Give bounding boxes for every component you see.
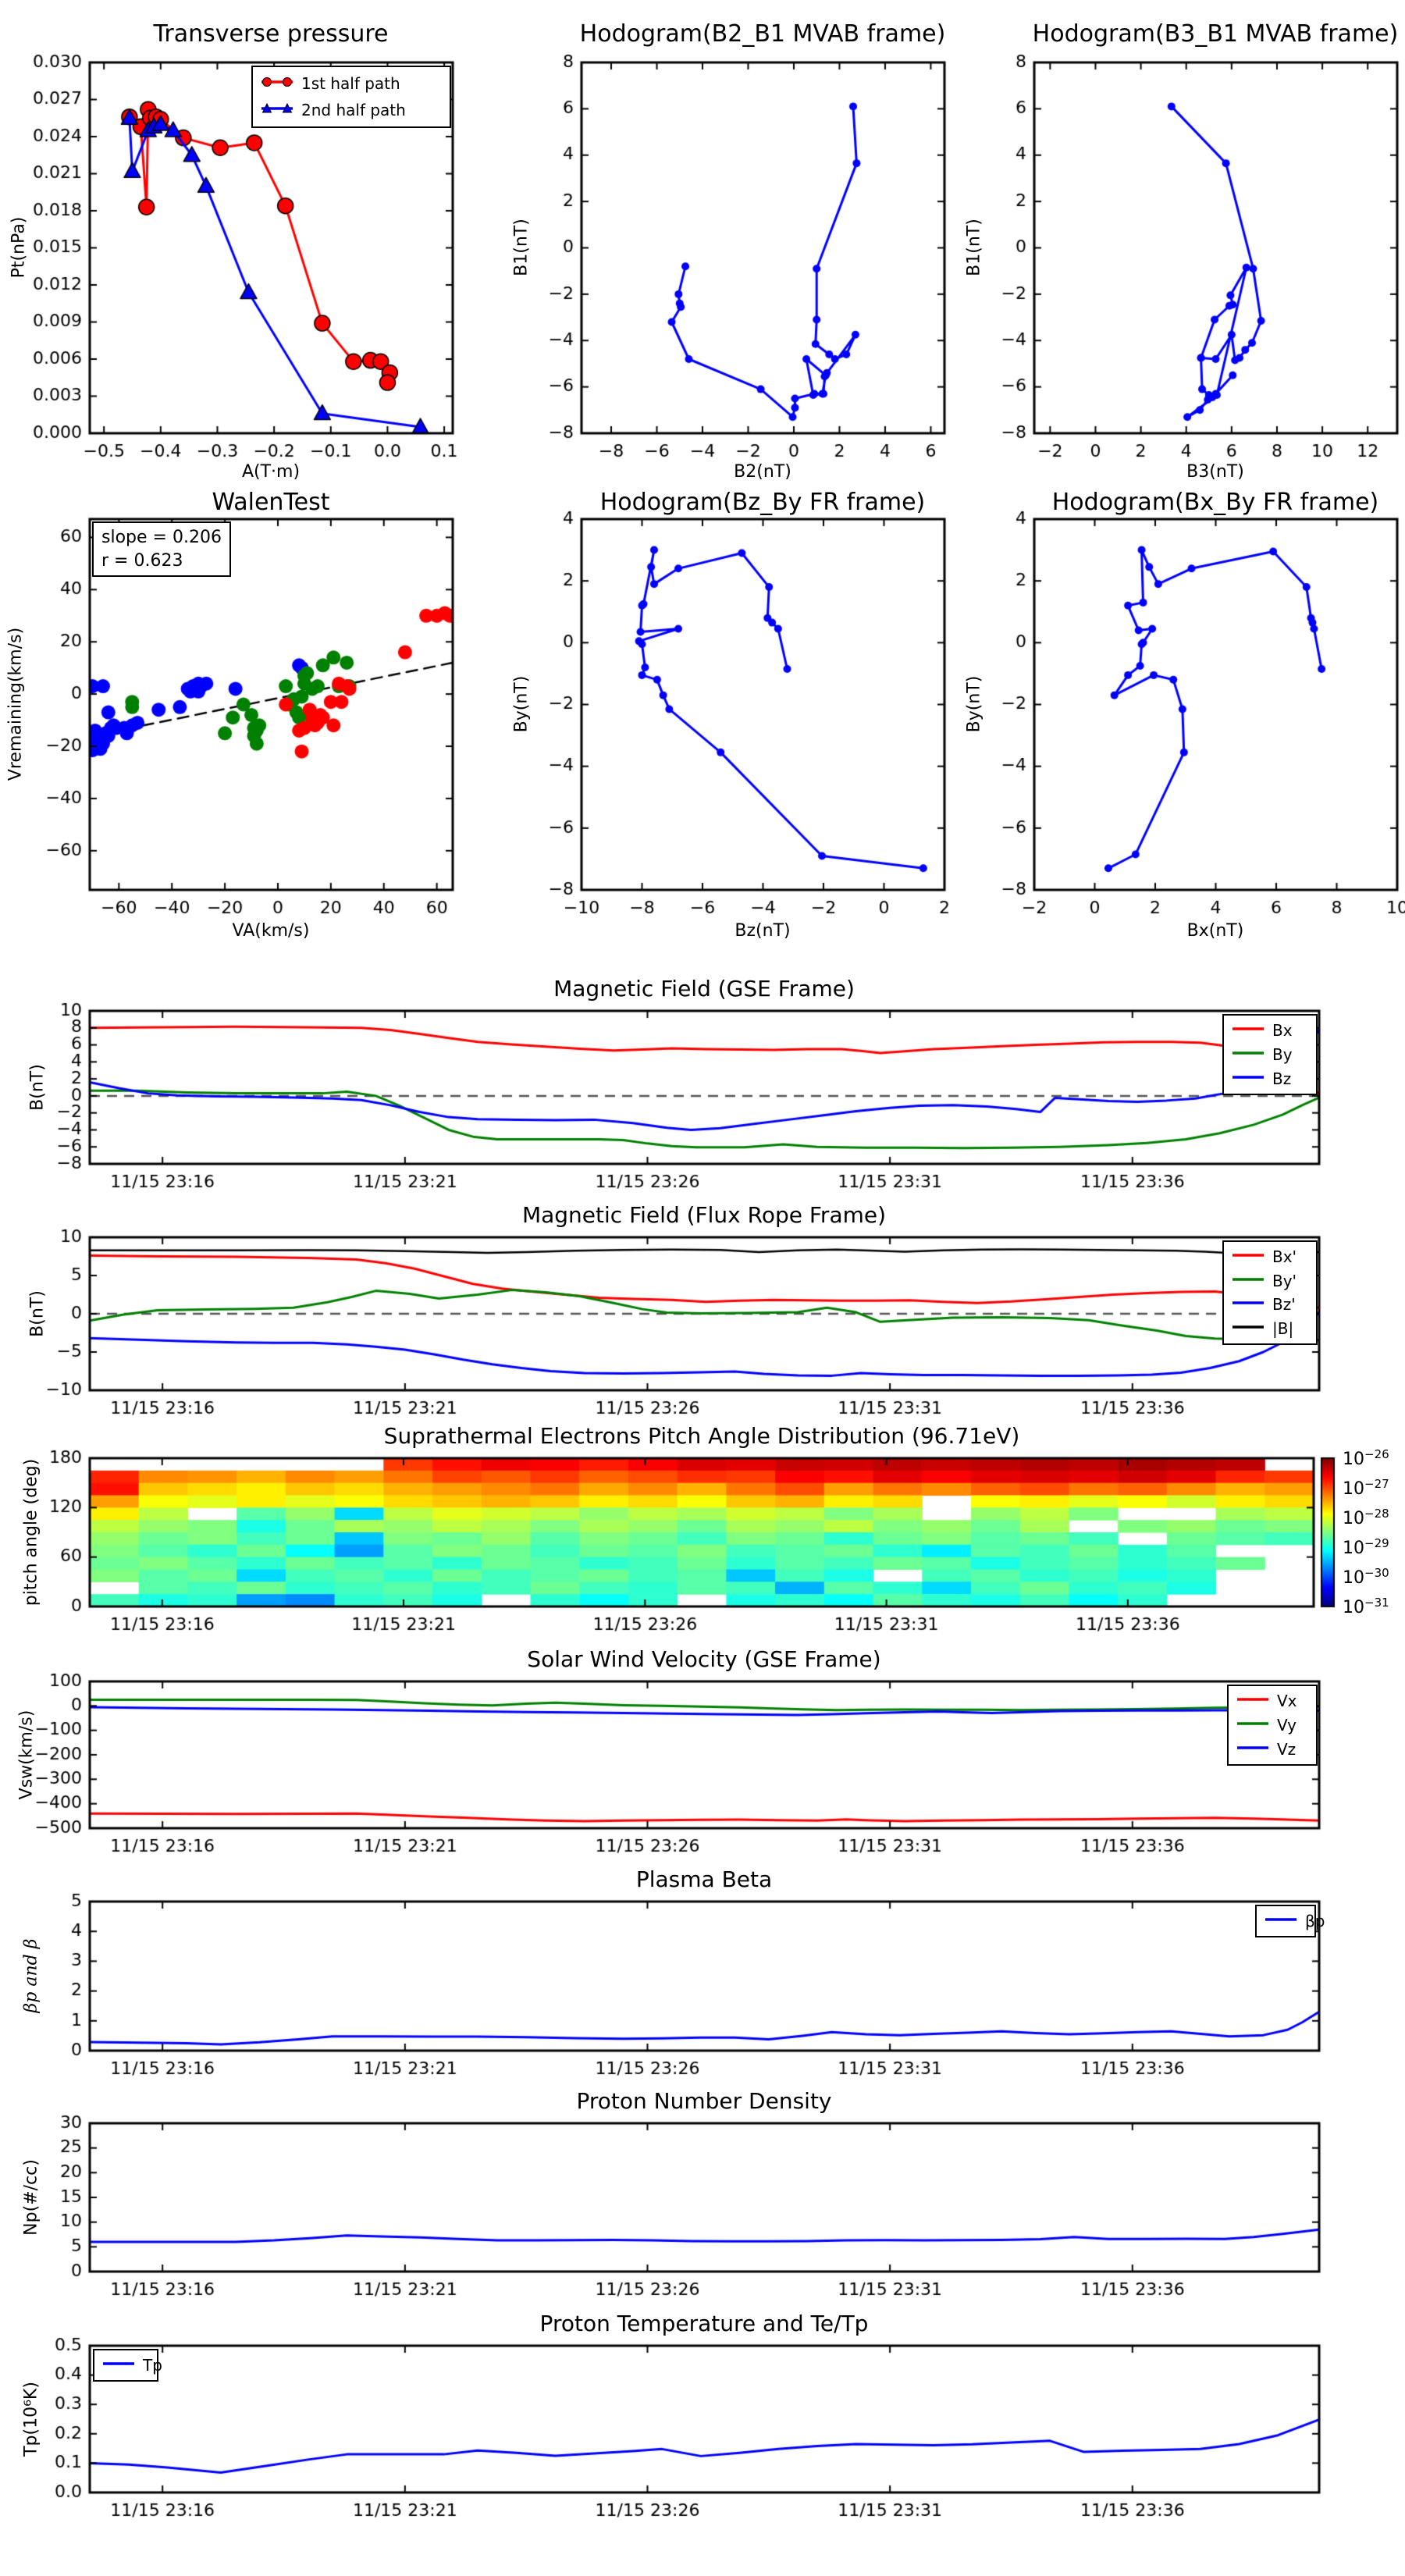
legend-label: Bz bbox=[1272, 1069, 1292, 1088]
panel-title-magnetic-field-fr: Magnetic Field (Flux Rope Frame) bbox=[521, 1202, 887, 1228]
panel-title-walen-test: WalenTest bbox=[212, 489, 330, 516]
colorbar-tick-label: $10^{-31}$ bbox=[1343, 1595, 1389, 1618]
legend-entry bbox=[1263, 1912, 1325, 1930]
legend-entry bbox=[1230, 1045, 1310, 1064]
x-axis-label-va: VA(km/s) bbox=[232, 921, 310, 941]
x-axis-label-b2: B2(nT) bbox=[734, 462, 791, 482]
legend-entry bbox=[1230, 1247, 1310, 1266]
legend-swatch bbox=[1235, 1716, 1271, 1735]
legend-entry bbox=[259, 101, 443, 119]
legend-entry bbox=[1230, 1021, 1310, 1040]
x-axis-label-bz: Bz(nT) bbox=[735, 921, 791, 941]
legend-entry bbox=[1230, 1295, 1310, 1314]
legend-label: Vy bbox=[1277, 1715, 1297, 1735]
legend-entry bbox=[1230, 1272, 1310, 1290]
y-axis-label-b-fr: B(nT) bbox=[27, 1290, 48, 1337]
walen-r-text: r = 0.623 bbox=[101, 550, 183, 571]
legend-beta bbox=[1255, 1905, 1325, 1937]
legend-mf_gse bbox=[1222, 1014, 1318, 1095]
panel-title-hodogram-b3b1: Hodogram(B3_B1 MVAB frame) bbox=[1032, 20, 1399, 48]
panel-title-temperature: Proton Temperature and Te/Tp bbox=[539, 2311, 869, 2336]
legend-entry bbox=[1230, 1069, 1310, 1088]
panel-title-pitch-angle: Suprathermal Electrons Pitch Angle Distribution (96.71eV) bbox=[383, 1423, 1020, 1449]
legend-temperature bbox=[93, 2349, 162, 2382]
legend-entry bbox=[1235, 1740, 1310, 1759]
legend-label: 1st half path bbox=[301, 74, 400, 93]
legend-label: By' bbox=[1272, 1271, 1297, 1290]
legend-entry bbox=[1230, 1319, 1310, 1338]
y-axis-label-vsw: Vsw(km/s) bbox=[16, 1710, 37, 1800]
legend-swatch bbox=[259, 74, 295, 93]
colorbar-tick-label: $10^{-30}$ bbox=[1343, 1565, 1389, 1589]
panel-title-transverse-pressure: Transverse pressure bbox=[153, 20, 389, 48]
legend-swatch bbox=[1230, 1021, 1266, 1040]
legend-entry bbox=[101, 2356, 162, 2375]
legend-swatch bbox=[1230, 1319, 1266, 1338]
y-axis-label-by-b: By(nT) bbox=[964, 675, 984, 733]
legend-entry bbox=[259, 74, 443, 93]
legend-swatch bbox=[1235, 1740, 1271, 1759]
x-axis-label-a: A(T·m) bbox=[241, 462, 301, 482]
panel-title-density: Proton Number Density bbox=[576, 2088, 832, 2114]
legend-entry bbox=[1235, 1716, 1310, 1735]
y-axis-label-tp: Tp(10⁶K) bbox=[21, 2382, 41, 2457]
colorbar-tick-label: $10^{-27}$ bbox=[1343, 1476, 1389, 1500]
y-axis-label-beta: βp and β bbox=[21, 1938, 41, 2013]
y-axis-label-np: Np(#/cc) bbox=[21, 2159, 41, 2236]
panel-title-magnetic-field-gse: Magnetic Field (GSE Frame) bbox=[553, 976, 855, 1002]
legend-label: Bx bbox=[1272, 1021, 1293, 1041]
legend-swatch bbox=[259, 101, 295, 119]
legend-swatch bbox=[1230, 1272, 1266, 1290]
y-axis-label-by-a: By(nT) bbox=[511, 675, 532, 733]
legend-swatch bbox=[1230, 1045, 1266, 1064]
legend-swatch bbox=[1230, 1295, 1266, 1314]
legend-swatch bbox=[1235, 1692, 1271, 1710]
panel-title-velocity: Solar Wind Velocity (GSE Frame) bbox=[527, 1646, 881, 1672]
legend-label: 2nd half path bbox=[301, 101, 406, 119]
legend-label: Bx' bbox=[1272, 1247, 1297, 1267]
legend-label: βp bbox=[1305, 1912, 1325, 1930]
legend-transverse_pressure bbox=[251, 66, 451, 128]
colorbar-tick-label: $10^{-26}$ bbox=[1343, 1446, 1389, 1470]
legend-swatch bbox=[1263, 1912, 1299, 1930]
y-axis-label-b-gse: B(nT) bbox=[27, 1064, 48, 1111]
y-axis-label-b1b: B1(nT) bbox=[964, 219, 984, 276]
walen-fit-annotation bbox=[92, 521, 231, 577]
panel-title-hodogram-bzby: Hodogram(Bz_By FR frame) bbox=[599, 489, 926, 516]
legend-entry bbox=[1235, 1692, 1310, 1710]
legend-velocity bbox=[1227, 1685, 1318, 1766]
legend-mf_fr bbox=[1222, 1240, 1318, 1345]
panel-title-plasma-beta: Plasma Beta bbox=[635, 1866, 773, 1892]
legend-label: Tp bbox=[143, 2356, 162, 2375]
legend-label: |B| bbox=[1272, 1318, 1294, 1338]
panel-title-hodogram-b2b1: Hodogram(B2_B1 MVAB frame) bbox=[579, 20, 946, 48]
colorbar-tick-label: $10^{-28}$ bbox=[1343, 1506, 1389, 1529]
legend-swatch bbox=[101, 2356, 137, 2375]
colorbar-tick-label: $10^{-29}$ bbox=[1343, 1535, 1389, 1559]
legend-label: By bbox=[1272, 1044, 1293, 1064]
y-axis-label-pitch-angle: pitch angle (deg) bbox=[21, 1458, 41, 1606]
panel-title-hodogram-bxby: Hodogram(Bx_By FR frame) bbox=[1051, 489, 1379, 516]
legend-swatch bbox=[1230, 1247, 1266, 1266]
y-axis-label-vremaining: Vremaining(km/s) bbox=[5, 627, 26, 781]
legend-swatch bbox=[1230, 1069, 1266, 1088]
x-axis-label-bx: Bx(nT) bbox=[1186, 921, 1244, 941]
legend-label: Vz bbox=[1277, 1739, 1297, 1759]
y-axis-label-pt: Pt(nPa) bbox=[9, 216, 29, 279]
x-axis-label-b3: B3(nT) bbox=[1186, 462, 1244, 482]
legend-label: Vx bbox=[1277, 1692, 1297, 1711]
legend-label: Bz' bbox=[1272, 1295, 1296, 1315]
walen-slope-text: slope = 0.206 bbox=[101, 528, 222, 547]
y-axis-label-b1a: B1(nT) bbox=[511, 219, 532, 276]
